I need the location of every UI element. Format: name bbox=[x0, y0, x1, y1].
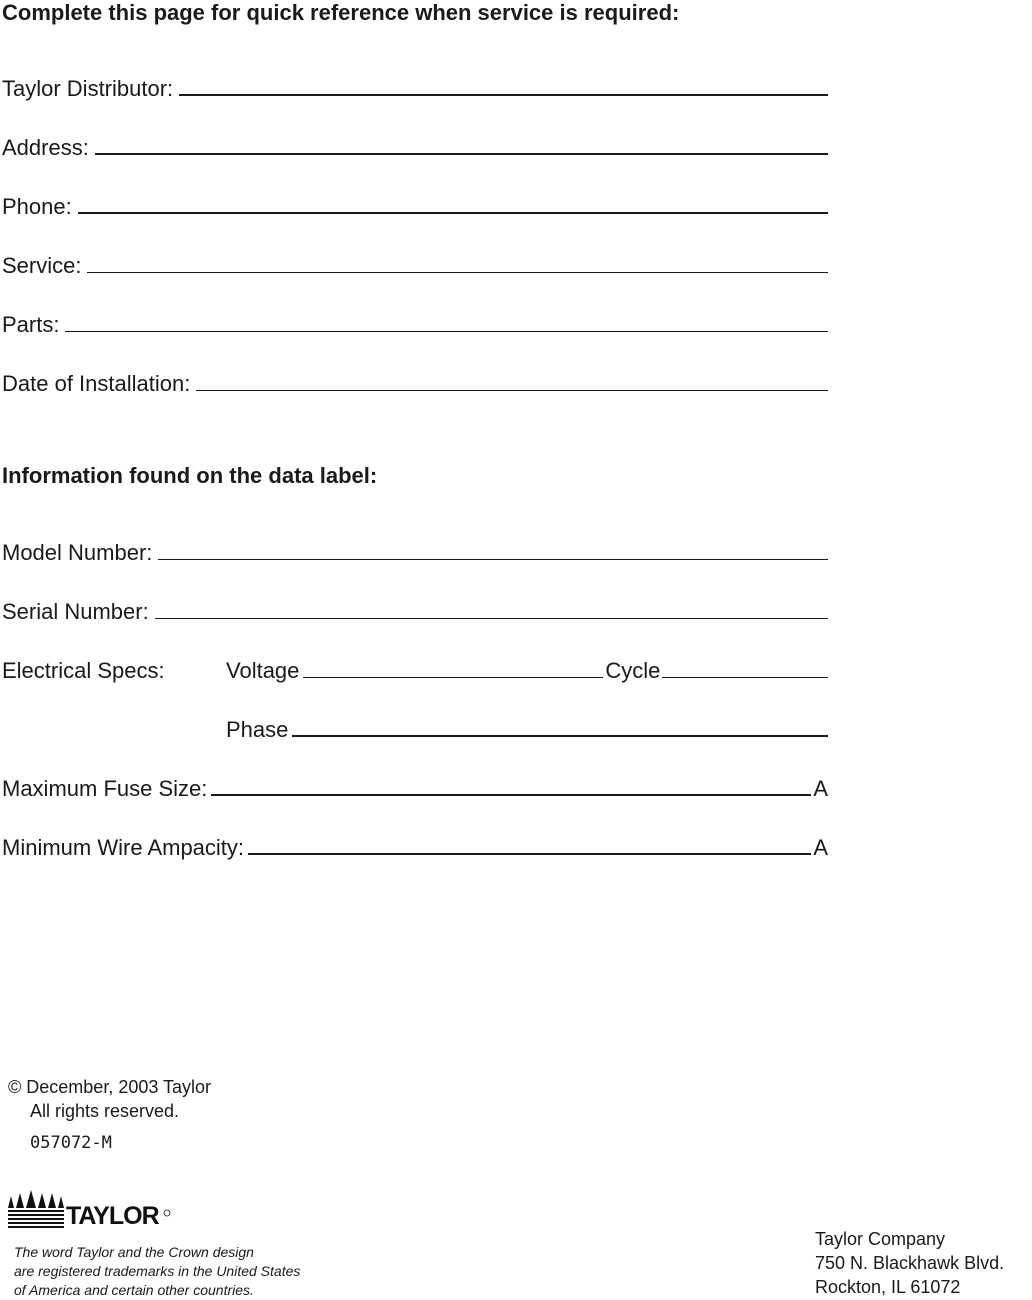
copyright-symbol: © bbox=[8, 1077, 22, 1097]
installation-date-label: Date of Installation: bbox=[2, 371, 191, 396]
fuse-size-field bbox=[2, 770, 828, 800]
voltage-label: Voltage bbox=[226, 658, 300, 683]
wire-ampacity-label: Minimum Wire Ampacity: bbox=[2, 835, 245, 860]
service-label: Service: bbox=[2, 253, 82, 278]
company-street: 750 N. Blackhawk Blvd. bbox=[815, 1253, 1005, 1273]
model-number-field bbox=[2, 534, 828, 564]
fuse-size-label: Maximum Fuse Size: bbox=[2, 776, 208, 801]
trademark-line: are registered trademarks in the United States bbox=[14, 1263, 301, 1279]
parts-field bbox=[2, 306, 828, 336]
distributor-input-line[interactable] bbox=[179, 94, 828, 96]
installation-date-input-line[interactable] bbox=[196, 390, 828, 391]
phone-field bbox=[2, 188, 828, 218]
voltage-input-line[interactable] bbox=[303, 677, 603, 678]
trademark-line: The word Taylor and the Crown design bbox=[14, 1244, 254, 1260]
wire-ampacity-field bbox=[2, 829, 828, 859]
company-city: Rockton, IL 61072 bbox=[815, 1277, 961, 1297]
serial-number-input-line[interactable] bbox=[155, 618, 828, 619]
phone-label: Phone: bbox=[2, 194, 72, 219]
ampacity-unit: A bbox=[813, 835, 828, 860]
taylor-logo bbox=[8, 1190, 173, 1230]
service-field bbox=[2, 247, 828, 277]
phase-input-line[interactable] bbox=[292, 735, 828, 737]
copyright-line bbox=[8, 1076, 211, 1099]
address-label: Address: bbox=[2, 135, 89, 160]
logo-wordmark: TAYLOR bbox=[66, 1202, 159, 1230]
serial-number-field bbox=[2, 593, 828, 623]
installation-date-field bbox=[2, 365, 828, 395]
trademark-line: of America and certain other countries. bbox=[14, 1282, 254, 1298]
serial-number-label: Serial Number: bbox=[2, 599, 149, 624]
electrical-specs-row bbox=[2, 652, 828, 682]
service-input-line[interactable] bbox=[87, 272, 828, 273]
cycle-label: Cycle bbox=[605, 658, 661, 683]
model-number-label: Model Number: bbox=[2, 540, 153, 565]
trademark-notice bbox=[14, 1243, 300, 1300]
wire-ampacity-input-line[interactable] bbox=[248, 853, 811, 855]
address-input-line[interactable] bbox=[95, 153, 828, 155]
phase-row bbox=[2, 711, 828, 741]
model-number-input-line[interactable] bbox=[158, 559, 828, 560]
fuse-unit: A bbox=[813, 776, 828, 801]
company-address bbox=[815, 1227, 1004, 1299]
company-name: Taylor Company bbox=[815, 1229, 946, 1249]
service-heading: Complete this page for quick reference when service is required: bbox=[2, 0, 680, 25]
address-field bbox=[2, 129, 828, 159]
distributor-field bbox=[2, 70, 828, 100]
phase-label: Phase bbox=[226, 717, 289, 742]
document-number: 057072-M bbox=[30, 1133, 112, 1153]
fuse-size-input-line[interactable] bbox=[211, 794, 811, 796]
parts-input-line[interactable] bbox=[65, 331, 828, 332]
copyright-text: December, 2003 Taylor bbox=[26, 1077, 212, 1097]
parts-label: Parts: bbox=[2, 312, 60, 337]
cycle-input-line[interactable] bbox=[662, 677, 828, 678]
data-label-heading: Information found on the data label: bbox=[2, 463, 378, 488]
rights-reserved: All rights reserved. bbox=[30, 1101, 180, 1121]
distributor-label: Taylor Distributor: bbox=[2, 76, 174, 101]
electrical-specs-label: Electrical Specs: bbox=[2, 658, 165, 683]
phone-input-line[interactable] bbox=[78, 212, 828, 214]
